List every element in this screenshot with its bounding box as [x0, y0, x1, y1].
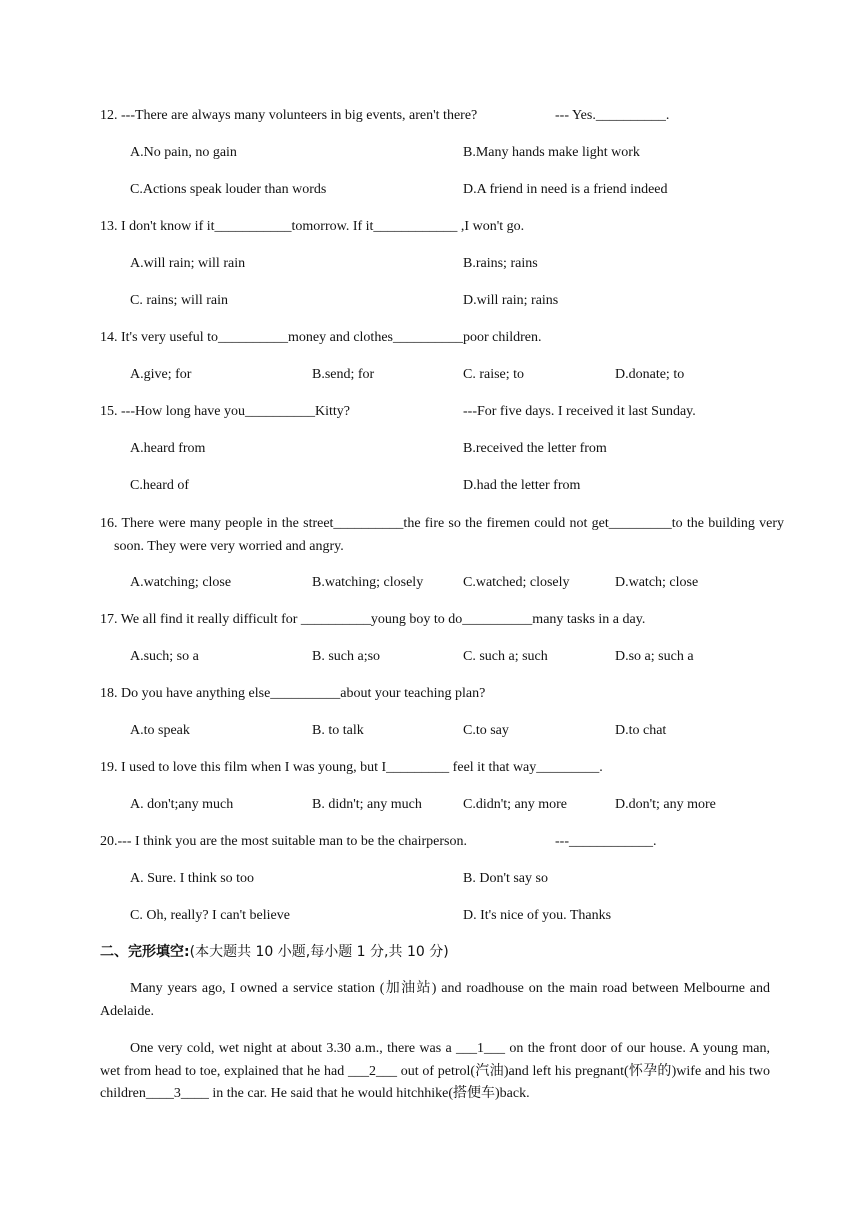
- option-d: D.don't; any more: [615, 797, 716, 812]
- question-stem: 14. It's very useful to__________money and clothes__________poor children.: [100, 330, 542, 345]
- question-stem: 18. Do you have anything else__________about your teaching plan?: [100, 686, 486, 701]
- option-b: B.send; for: [312, 367, 375, 382]
- option-c: C. raise; to: [463, 367, 525, 382]
- question-stem: 12. ---There are always many volunteers in big events, aren't there?: [100, 108, 478, 123]
- question-stem: 13. I don't know if it___________tomorrow. If it____________ ,I won't go.: [100, 219, 525, 234]
- option-a: A. Sure. I think so too: [130, 871, 255, 886]
- option-d: D. It's nice of you. Thanks: [463, 908, 612, 923]
- option-a: A.heard from: [130, 441, 206, 456]
- option-a: A.No pain, no gain: [130, 145, 237, 160]
- question-stem: 15. ---How long have you__________Kitty?: [100, 404, 351, 419]
- option-c: C.to say: [463, 723, 509, 738]
- option-c: C. Oh, really? I can't believe: [130, 908, 290, 923]
- option-b: B.rains; rains: [463, 256, 538, 271]
- option-c: C. rains; will rain: [130, 293, 228, 308]
- question-reply: ---For five days. I received it last Sunday.: [463, 404, 696, 419]
- passage-paragraph: Many years ago, I owned a service station (加油站) and roadhouse on the main road between Melbourne and Adelaide.: [100, 981, 770, 1019]
- option-b: B.Many hands make light work: [463, 145, 640, 160]
- option-a: A.give; for: [130, 367, 192, 382]
- option-a: A.such; so a: [130, 649, 199, 664]
- option-b: B. didn't; any much: [312, 797, 422, 812]
- option-a: A. don't;any much: [130, 797, 234, 812]
- option-c: C.Actions speak louder than words: [130, 182, 327, 197]
- option-a: A.will rain; will rain: [130, 256, 246, 271]
- option-d: D.A friend in need is a friend indeed: [463, 182, 668, 197]
- question-reply: --- Yes.__________.: [555, 108, 670, 123]
- option-a: A.watching; close: [130, 575, 232, 590]
- option-b: B. such a;so: [312, 649, 381, 664]
- option-b: B.watching; closely: [312, 575, 424, 590]
- option-d: D.to chat: [615, 723, 667, 738]
- question-stem: 20.--- I think you are the most suitable man to be the chairperson.: [100, 834, 468, 849]
- option-c: C. such a; such: [463, 649, 548, 664]
- option-d: D.donate; to: [615, 367, 685, 382]
- option-c: C.didn't; any more: [463, 797, 568, 812]
- section-title: 二、完形填空:: [100, 944, 190, 960]
- section-heading: [100, 943, 449, 961]
- option-d: D.watch; close: [615, 575, 699, 590]
- option-c: C.watched; closely: [463, 575, 570, 590]
- option-d: D.so a; such a: [615, 649, 694, 664]
- option-b: B. to talk: [312, 723, 364, 738]
- question-stem: 16. There were many people in the street__________the fire so the firemen could not get_________to the building very soon. They were very worried and angry.: [100, 516, 784, 554]
- passage-paragraph: One very cold, wet night at about 3.30 a.m., there was a ___1___ on the front door of our house. A young man, wet from head to toe, explained that he had ___2___ out of petrol(汽油)and left his pregnant(怀孕的)wife and his two children____3____ in the car. He said that he would hitchhike(搭便车)back.: [100, 1041, 770, 1101]
- question-reply: ---____________.: [555, 834, 657, 849]
- option-d: D.had the letter from: [463, 478, 581, 493]
- section-note: (本大题共 10 小题,每小题 1 分,共 10 分): [189, 944, 449, 960]
- option-b: B.received the letter from: [463, 441, 607, 456]
- option-d: D.will rain; rains: [463, 293, 559, 308]
- question-stem: 17. We all find it really difficult for __________young boy to do__________many tasks in a day.: [100, 612, 646, 627]
- option-c: C.heard of: [130, 478, 190, 493]
- option-a: A.to speak: [130, 723, 190, 738]
- question-stem: 19. I used to love this film when I was young, but I_________ feel it that way_________.: [100, 760, 603, 775]
- option-b: B. Don't say so: [463, 871, 548, 886]
